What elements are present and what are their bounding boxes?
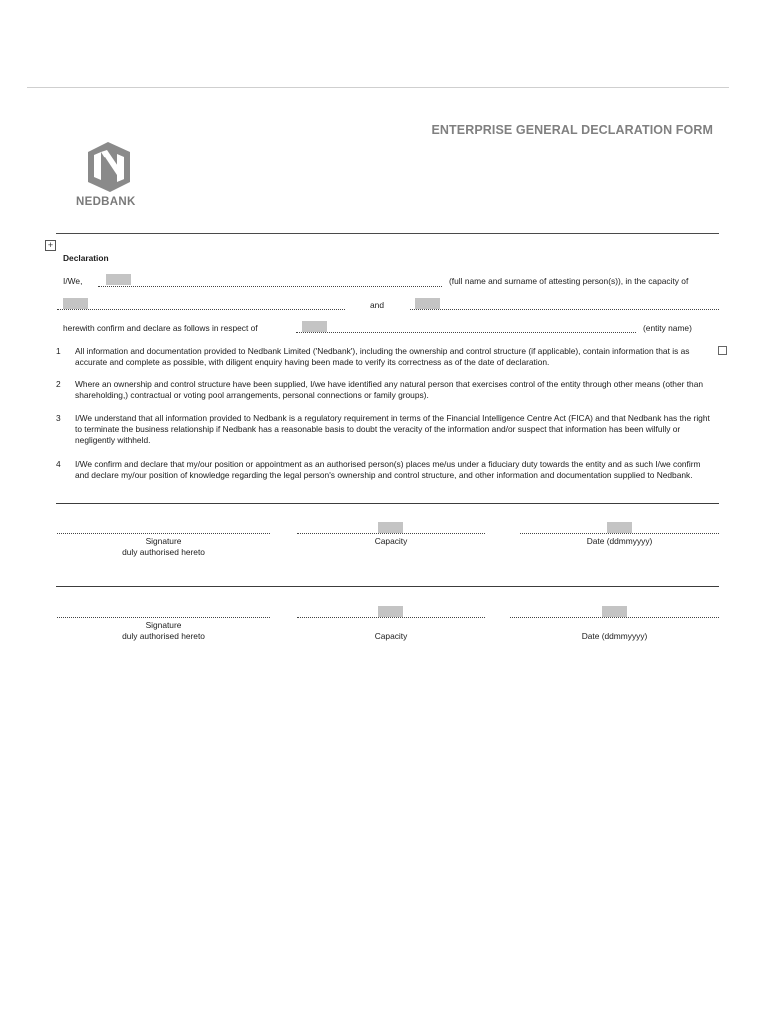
clause-1 [56,346,715,368]
full-name-input-marker[interactable] [106,274,131,285]
clause-text: All information and documentation provided to Nedbank Limited ('Nedbank'), including the ownership and control structure (if applicable), contain information that is as accurate and complete as possible, with diligent enquiry having been made to verify its correctness as of the date of declaration. [75,346,690,367]
logo-text: NEDBANK [76,196,136,208]
capacity-sign-field-2[interactable] [297,617,485,618]
capacity-sign-marker-1[interactable] [378,522,403,533]
clause-2 [56,379,715,401]
signature-sub-label-1: duly authorised hereto [122,547,205,557]
declaration-heading: Declaration [63,253,109,263]
clause-3 [56,413,715,446]
form-title: ENTERPRISE GENERAL DECLARATION FORM [431,123,713,137]
full-name-hint: (full name and surname of attesting person(s)), in the capacity of [449,276,689,286]
full-name-field[interactable] [98,286,442,287]
date-marker-1[interactable] [607,522,632,533]
capacity-sign-marker-2[interactable] [378,606,403,617]
capacity-sign-field-1[interactable] [297,533,485,534]
signature-field-2[interactable] [57,617,270,618]
signature-field-1[interactable] [57,533,270,534]
signature-sub-label-2: duly authorised hereto [122,631,205,641]
clause-text: I/We understand that all information provided to Nedbank is a regulatory requirement in terms of the Financial Intelligence Centre Act (FICA) and that Nedbank has the right to terminate the business relationship if Nedbank has a reasonable basis to doubt the veracity of the information and/or suspect that information has been wilfully or negligently withheld. [75,413,710,445]
clause-number: 4 [56,459,61,469]
date-marker-2[interactable] [602,606,627,617]
entity-input-marker[interactable] [302,321,327,332]
entity-hint: (entity name) [643,323,692,333]
nedbank-n-logo-icon [86,142,132,192]
capacity-label-2: Capacity [374,631,408,641]
date-label-1: Date (ddmmyyyy) [586,536,653,546]
and-label: and [370,300,384,310]
clause-4 [56,459,715,481]
entity-prefix: herewith confirm and declare as follows in respect of [63,323,258,333]
header-divider [56,233,719,234]
nedbank-logo [76,142,146,208]
signature-block-2-divider [56,586,719,587]
capacity-input-marker-2[interactable] [415,298,440,309]
date-field-2[interactable] [510,617,719,618]
capacity-field-1[interactable] [57,309,345,310]
iwe-label: I/We, [63,276,83,286]
clause-text: I/We confirm and declare that my/our position or appointment as an authorised person(s) places me/us under a fiduciary duty towards the entity and as such I/we confirm and declare my/our position of knowledge regarding the legal person's ownership and control structure, and other information and documentation supplied to Nedbank. [75,459,701,480]
signature-label-1: Signature [145,536,182,546]
clause-1-checkbox[interactable] [718,346,727,355]
date-label-2: Date (ddmmyyyy) [581,631,648,641]
page-top-divider [27,87,729,88]
signature-label-2: Signature [145,620,182,630]
capacity-label-1: Capacity [374,536,408,546]
clause-number: 1 [56,346,61,356]
clause-number: 3 [56,413,61,423]
table-move-handle-icon[interactable]: + [45,240,56,251]
date-field-1[interactable] [520,533,719,534]
clause-number: 2 [56,379,61,389]
signature-block-1-divider [56,503,719,504]
clause-text: Where an ownership and control structure have been supplied, I/we have identified any natural person that exercises control of the entity through other means (other than shareholding,) contractual or voting pool arrangements, personal connections or family groups). [75,379,704,400]
capacity-input-marker-1[interactable] [63,298,88,309]
capacity-field-2[interactable] [410,309,719,310]
entity-name-field[interactable] [296,332,636,333]
